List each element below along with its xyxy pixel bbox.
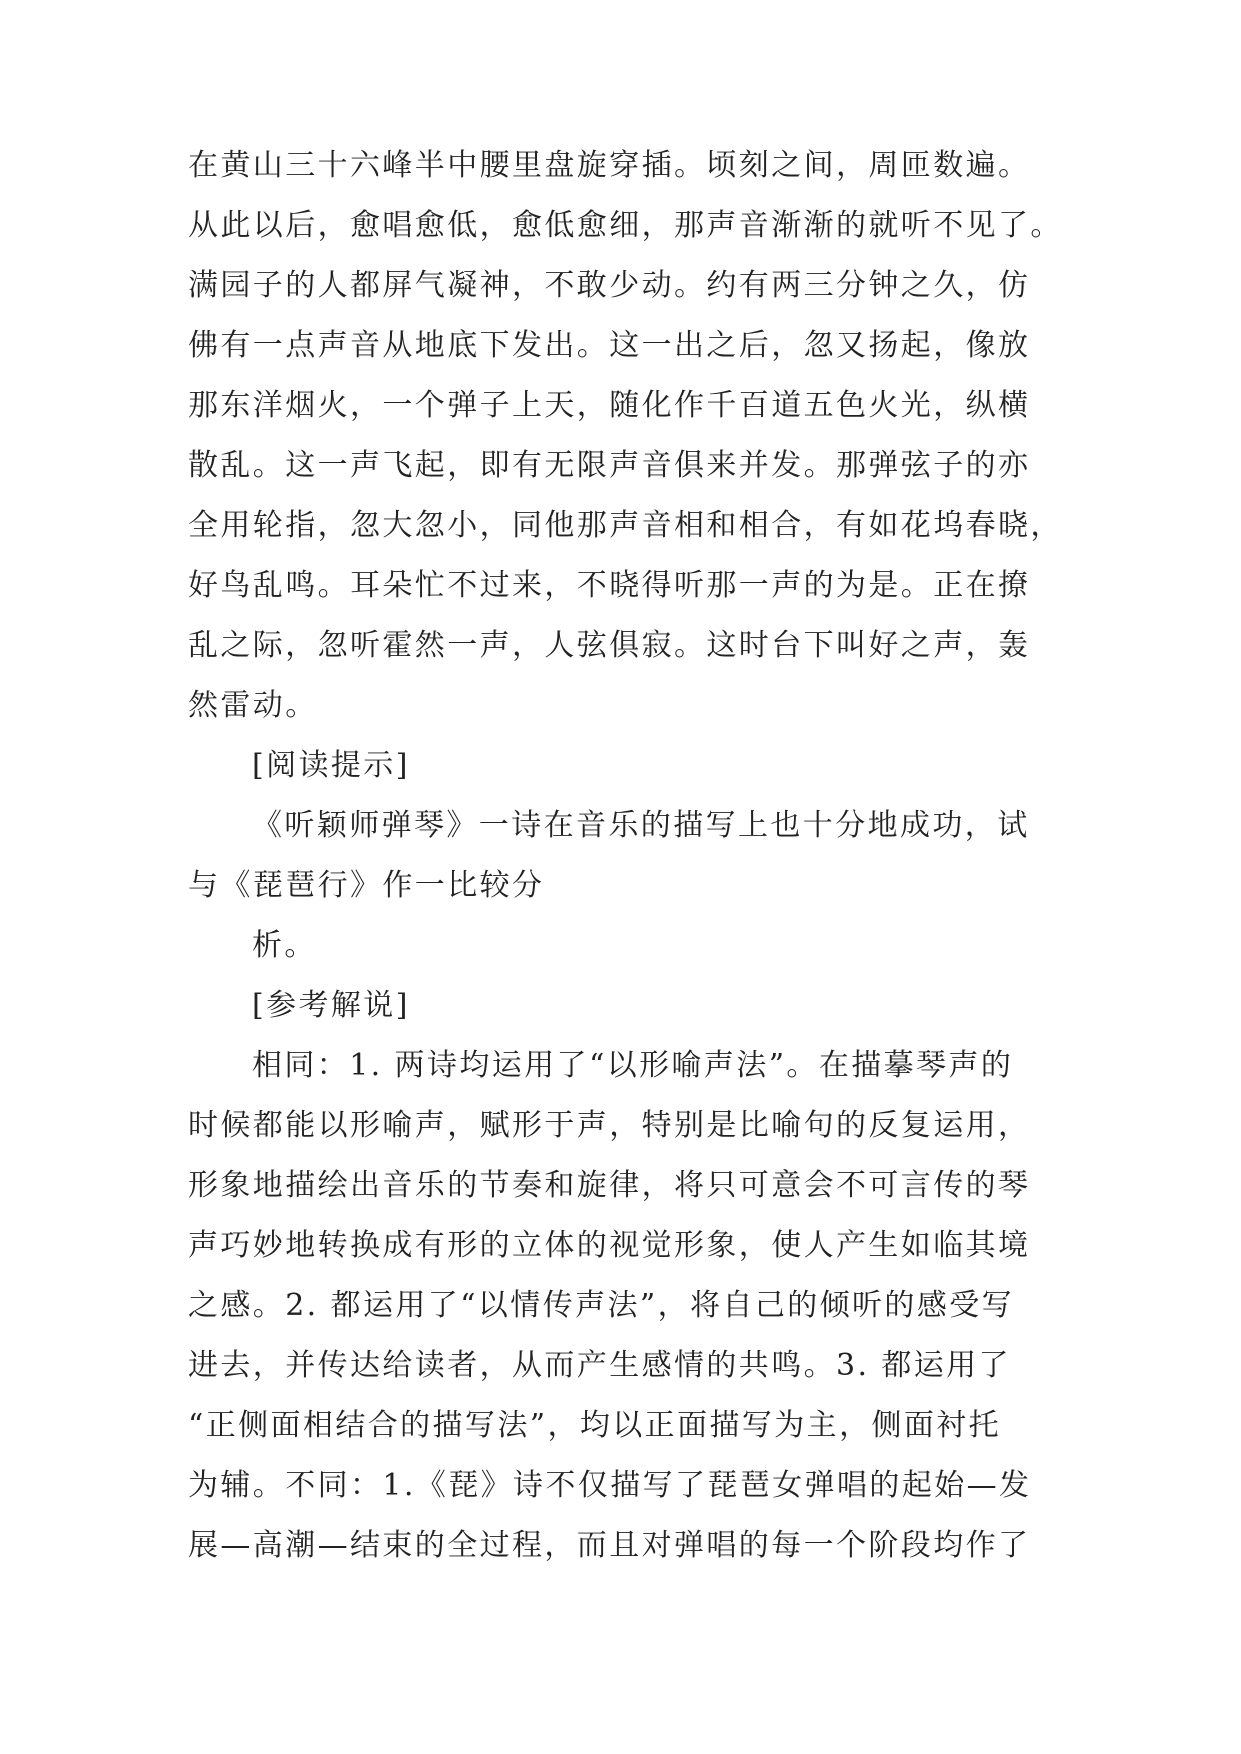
- paragraph-1-line: 佛有一点声音从地底下发出。这一出之后，忽又扬起，像放: [188, 328, 1031, 363]
- paragraph-1-line: 散乱。这一声飞起，即有无限声音俱来并发。那弹弦子的亦: [188, 448, 1031, 483]
- reference-line: 形象地描绘出音乐的节奏和旋律，将只可意会不可言传的琴: [188, 1168, 1031, 1203]
- reference-line: 进去，并传达给读者，从而产生感情的共鸣。3. 都运用了: [188, 1348, 1011, 1383]
- paragraph-1-line: 然雷动。: [188, 688, 318, 723]
- paragraph-1-line: 好鸟乱鸣。耳朵忙不过来，不晓得听那一声的为是。正在撩: [188, 568, 1031, 603]
- reference-line: “正侧面相结合的描写法”，均以正面描写为主，侧面衬托: [188, 1408, 1002, 1443]
- reference-line: 展—高潮—结束的全过程，而且对弹唱的每一个阶段均作了: [188, 1528, 1031, 1563]
- paragraph-1-line: 那东洋烟火，一个弹子上天，随化作千百道五色火光，纵横: [188, 388, 1031, 423]
- reference-line: 为辅。不同：1.《琵》诗不仅描写了琵琶女弹唱的起始—发: [188, 1468, 1032, 1503]
- paragraph-1-line: 在黄山三十六峰半中腰里盘旋穿插。顷刻之间，周匝数遍。: [188, 148, 1031, 183]
- document-body: [188, 136, 1068, 1576]
- reference-heading: [参考解说]: [252, 988, 410, 1023]
- paragraph-1-line: 满园子的人都屏气凝神，不敢少动。约有两三分钟之久，仿: [188, 268, 1031, 303]
- reference-line: 之感。2. 都运用了“以情传声法”，将自己的倾听的感受写: [188, 1288, 1015, 1323]
- reference-line: 时候都能以形喻声，赋形于声，特别是比喻句的反复运用，: [188, 1108, 1031, 1143]
- paragraph-1-line: 乱之际，忽听霍然一声，人弦俱寂。这时台下叫好之声，轰: [188, 628, 1031, 663]
- reference-line: 声巧妙地转换成有形的立体的视觉形象，使人产生如临其境: [188, 1228, 1031, 1263]
- reading-tip-heading: [阅读提示]: [252, 748, 410, 783]
- reading-tip-line: 与《琵琶行》作一比较分: [188, 868, 545, 903]
- reading-tip-line: 《听颖师弹琴》一诗在音乐的描写上也十分地成功，试: [252, 808, 1030, 843]
- paragraph-1-line: 从此以后，愈唱愈低，愈低愈细，那声音渐渐的就听不见了。: [188, 208, 1063, 243]
- reading-tip-tail: 析。: [252, 928, 317, 963]
- reference-line: 相同：1. 两诗均运用了“以形喻声法”。在描摹琴声的: [252, 1048, 1014, 1083]
- paragraph-1-line: 全用轮指，忽大忽小，同他那声音相和相合，有如花坞春晓，: [188, 508, 1063, 543]
